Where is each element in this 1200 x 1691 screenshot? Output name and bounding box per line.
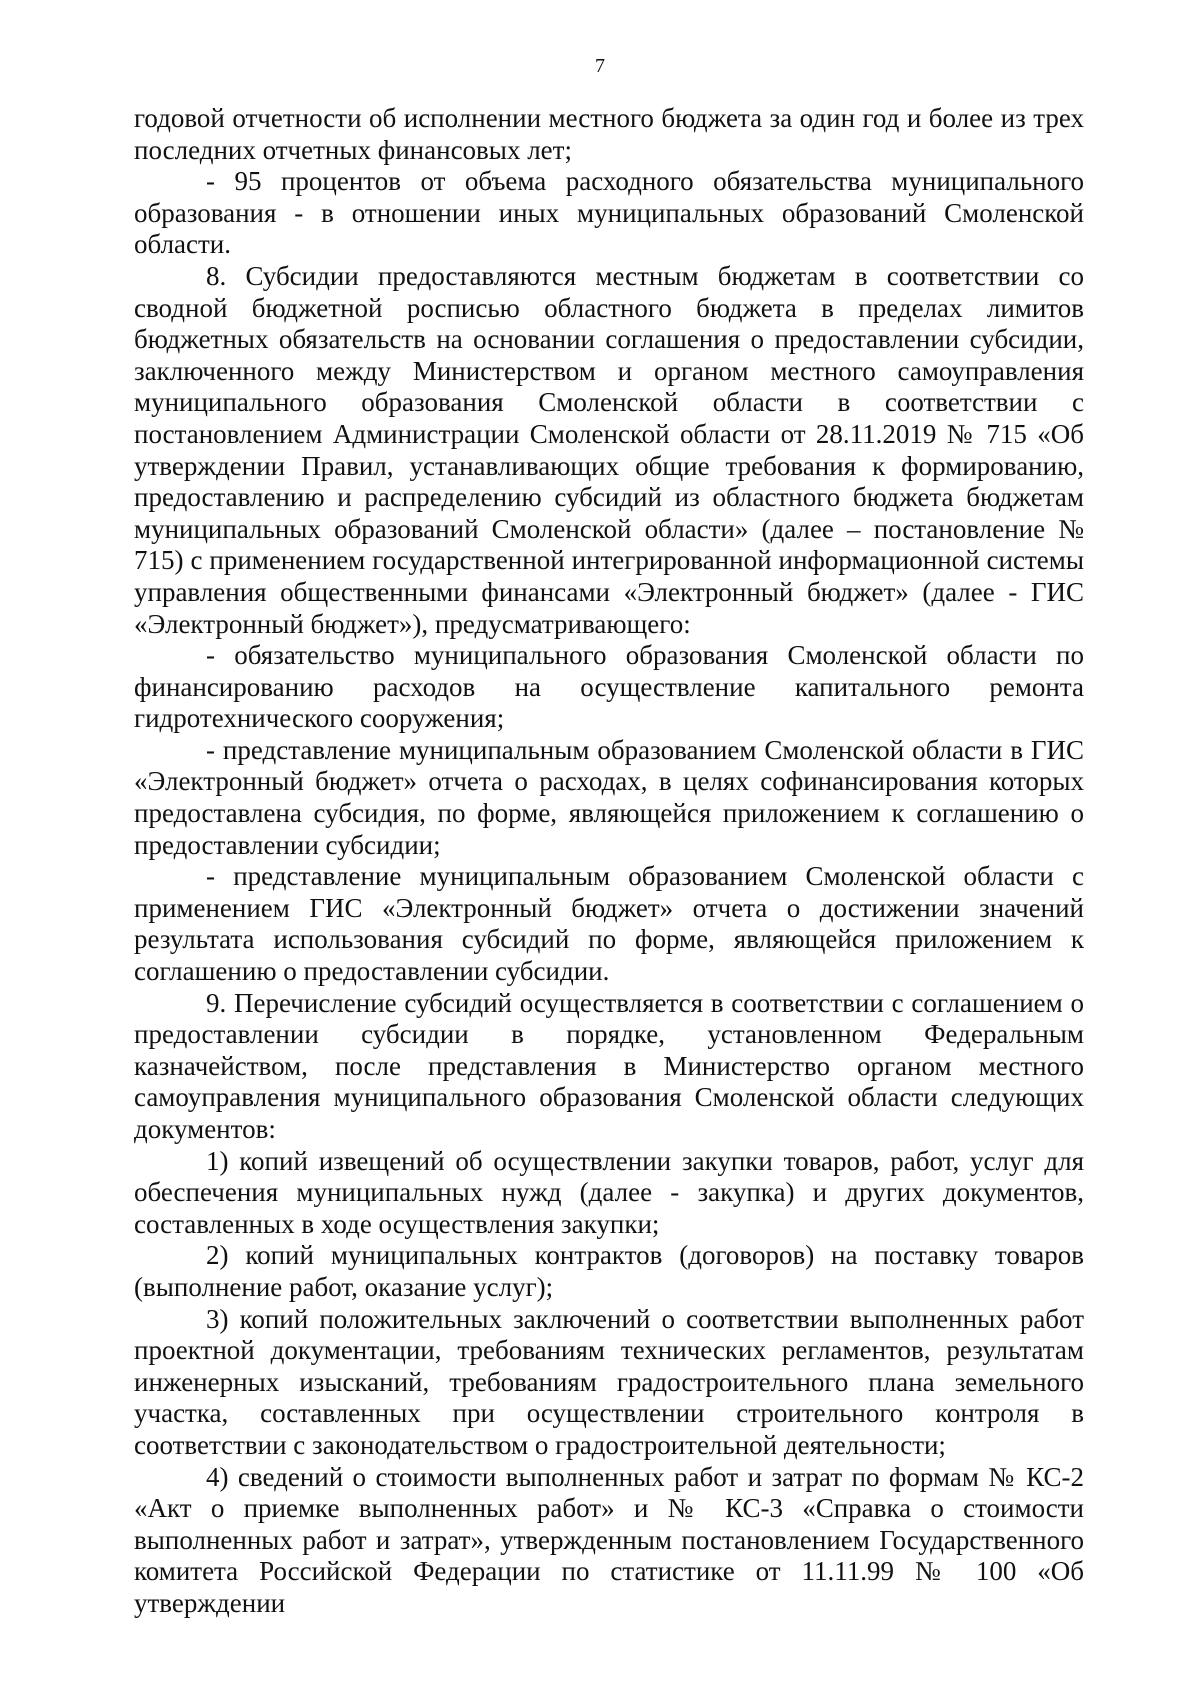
document-body bbox=[134, 103, 1084, 1620]
paragraph-subitem-2: 2) копий муниципальных контрактов (договоров) на поставку товаров (выполнение работ, оказание услуг); bbox=[134, 1240, 1084, 1302]
paragraph-item-8: 8. Субсидии предоставляются местным бюджетам в соответствии со сводной бюджетной росписью областного бюджета в пределах лимитов бюджетных обязательств на основании соглашения о предоставлении субсидии, заключенного между Министерством и органом местного самоуправления муниципального образования Смоленской области в соответствии с постановлением Администрации Смоленской области от 28.11.2019 № 715 «Об утверждении Правил, устанавливающих общие требования к формированию, предоставлению и распределению субсидий из областного бюджета бюджетам муниципальных образований Смоленской области» (далее – постановление № 715) с применением государственной интегрированной информационной системы управления общественными финансами «Электронный бюджет» (далее - ГИС «Электронный бюджет»), предусматривающего: bbox=[134, 260, 1084, 639]
paragraph-continuation: годовой отчетности об исполнении местного бюджета за один год и более из трех последних отчетных финансовых лет; bbox=[134, 103, 1084, 165]
page-number: 7 bbox=[595, 55, 605, 77]
paragraph-result-report: - представление муниципальным образованием Смоленской области с применением ГИС «Электронный бюджет» отчета о достижении значений результата использования субсидий по форме, являющейся приложением к соглашению о предоставлении субсидии. bbox=[134, 861, 1084, 987]
paragraph-item-9: 9. Перечисление субсидий осуществляется в соответствии с соглашением о предоставлении субсидии в порядке, установленном Федеральным казначейством, после представления в Министерство органом местного самоуправления муниципального образования Смоленской области следующих документов: bbox=[134, 987, 1084, 1144]
paragraph-subitem-1: 1) копий извещений об осуществлении закупки товаров, работ, услуг для обеспечения муниципальных нужд (далее - закупка) и других документов, составленных в ходе осуществления закупки; bbox=[134, 1145, 1084, 1239]
paragraph-subitem-4: 4) сведений о стоимости выполненных работ и затрат по формам № КС-2 «Акт о приемке выполненных работ» и № КС-3 «Справка о стоимости выполненных работ и затрат», утвержденным постановлением Государственного комитета Российской Федерации по статистике от 11.11.99 № 100 «Об утверждении bbox=[134, 1461, 1084, 1618]
paragraph-expense-report: - представление муниципальным образованием Смоленской области в ГИС «Электронный бюджет» отчета о расходах, в целях софинансирования которых предоставлена субсидия, по форме, являющейся приложением к соглашению о предоставлении субсидии; bbox=[134, 734, 1084, 860]
paragraph-subitem-3: 3) копий положительных заключений о соответствии выполненных работ проектной документации, требованиям технических регламентов, результатам инженерных изысканий, требованиям градостроительного плана земельного участка, составленных при осуществлении строительного контроля в соответствии с законодательством о градостроительной деятельности; bbox=[134, 1303, 1084, 1460]
paragraph-obligation-financing: - обязательство муниципального образования Смоленской области по финансированию расходов на осуществление капитального ремонта гидротехнического сооружения; bbox=[134, 640, 1084, 734]
paragraph-percent-other: - 95 процентов от объема расходного обязательства муниципального образования - в отношении иных муниципальных образований Смоленской области. bbox=[134, 166, 1084, 260]
